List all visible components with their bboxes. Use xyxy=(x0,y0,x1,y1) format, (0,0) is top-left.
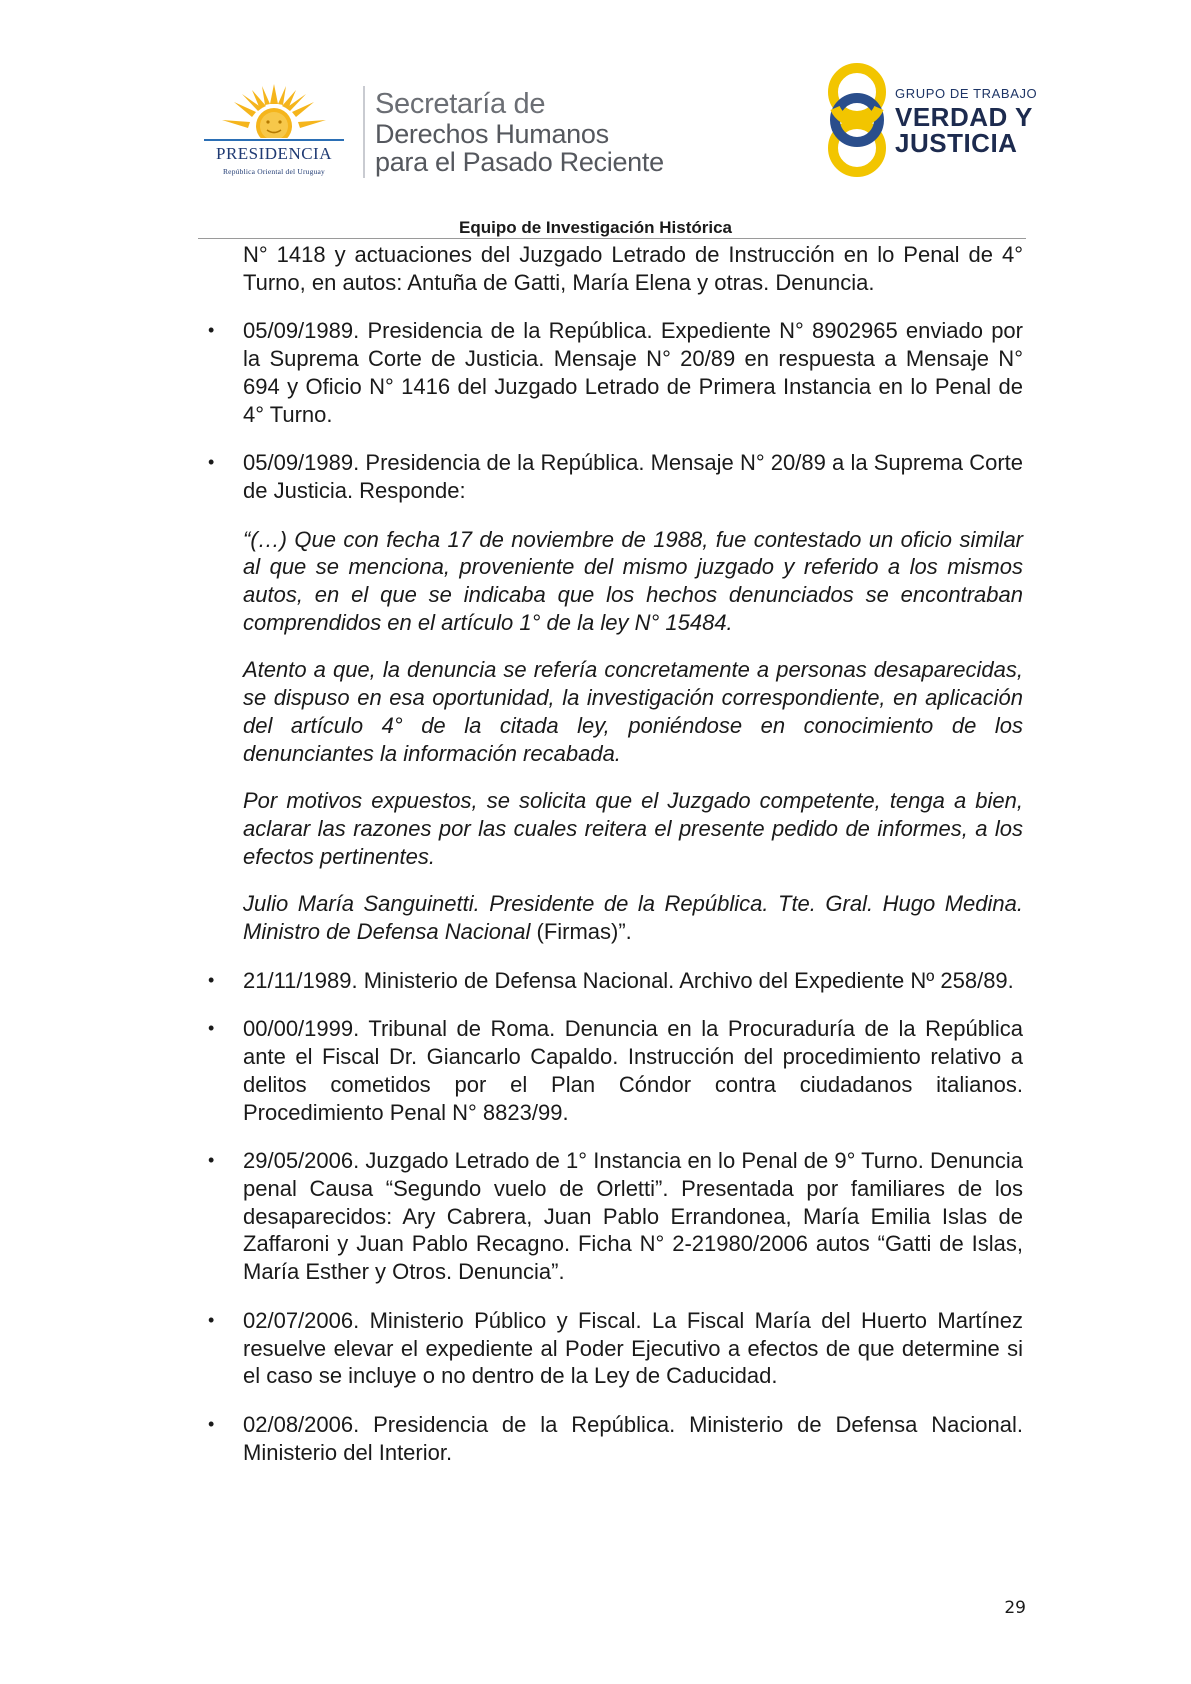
quote-signatures xyxy=(243,890,1023,945)
secretaria-line-3: para el Pasado Reciente xyxy=(375,147,664,177)
quoted-message xyxy=(243,526,1023,946)
list-item-text: 05/09/1989. Presidencia de la República. Expediente N° 8902965 enviado por la Suprema Corte de Justicia. Mensaje N° 20/89 en respuesta a Mensaje N° 694 y Oficio N° 1416 del Juzgado Letrado de Primera Instancia en lo Penal de 4° Turno. xyxy=(243,318,1023,427)
secretaria-line-1: Secretaría de xyxy=(375,88,546,120)
presidencia-wordmark: PRESIDENCIA xyxy=(215,144,332,163)
team-title: Equipo de Investigación Histórica xyxy=(459,218,732,237)
list-item-text: 05/09/1989. Presidencia de la República. Mensaje N° 20/89 a la Suprema Corte de Justicia. Responde: xyxy=(243,450,1023,503)
secretaria-line-2: Derechos Humanos xyxy=(375,119,609,149)
gtvj-line-3: JUSTICIA xyxy=(895,128,1018,158)
bullet-icon: • xyxy=(208,320,215,341)
list-item xyxy=(208,449,1023,946)
list-item xyxy=(208,317,1023,428)
page-number: 29 xyxy=(1004,1598,1026,1618)
presidencia-subtitle: República Oriental del Uruguay xyxy=(222,167,325,176)
list-item xyxy=(208,1307,1023,1390)
bullet-icon: • xyxy=(208,969,215,990)
bullet-icon: • xyxy=(208,452,215,473)
list-item xyxy=(208,1015,1023,1126)
gtvj-wordmark xyxy=(895,86,1037,156)
list-item-text: 02/07/2006. Ministerio Público y Fiscal. La Fiscal María del Huerto Martínez resuelve elevar el expediente al Poder Ejecutivo a efectos de que determine si el caso se incluye o no dentro de la Ley de Caducidad. xyxy=(243,1307,1023,1389)
quote-paragraph-3: Por motivos expuestos, se solicita que el Juzgado competente, tenga a bien, aclarar las razones por las cuales reitera el presente pedido de informes, a los efectos pertinentes. xyxy=(243,788,1023,869)
quote-paragraph-1: “(…) Que con fecha 17 de noviembre de 1988, fue contestado un oficio similar al que se menciona, proveniente del mismo juzgado y referido a los mismos autos, en el que se indicaba que los hechos denunciados se encontraban comprendidos en el artículo 1° de la ley N° 15484. xyxy=(243,526,1023,635)
gtvj-line-2: VERDAD Y xyxy=(895,102,1033,132)
quote-signatures-italic: Julio María Sanguinetti. Presidente de la República. Tte. Gral. Hugo Medina. Ministro de Defensa Nacional xyxy=(243,891,1023,945)
quote-signatures-normal: (Firmas)”. xyxy=(530,919,632,945)
list-item xyxy=(208,1147,1023,1286)
list-item-text: 00/00/1999. Tribunal de Roma. Denuncia en la Procuraduría de la República ante el Fiscal Dr. Giancarlo Capaldo. Instrucción del procedimiento relativo a delitos cometidos por el Plan Cóndor contra ciudadanos italianos. Procedimiento Penal N° 8823/99. xyxy=(243,1016,1023,1125)
document-body xyxy=(208,241,1023,1487)
bullet-icon: • xyxy=(208,1309,215,1330)
header-rule xyxy=(198,238,1026,239)
list-item-text: 29/05/2006. Juzgado Letrado de 1° Instancia en lo Penal de 9° Turno. Denuncia penal Causa “Segundo vuelo de Orletti”. Presentada por familiares de los desaparecidos: Ary Cabrera, Juan Pablo Errandonea, María Emilia Islas de Zaffaroni y Juan Pablo Recagno. Ficha N° 2-21980/2006 autos “Gatti de Islas, María Esther y Otros. Denuncia”. xyxy=(243,1148,1023,1285)
continuation-paragraph: N° 1418 y actuaciones del Juzgado Letrado de Instrucción en lo Penal de 4° Turno, en autos: Antuña de Gatti, María Elena y otras. Denuncia. xyxy=(243,242,1023,295)
presidencia-logo xyxy=(196,82,352,186)
list-item-text: 21/11/1989. Ministerio de Defensa Nacional. Archivo del Expediente Nº 258/89. xyxy=(243,967,1014,993)
bullet-icon: • xyxy=(208,1413,215,1434)
header-logo-divider xyxy=(363,86,365,178)
bullet-icon: • xyxy=(208,1150,215,1171)
list-item xyxy=(208,967,1023,995)
list-item xyxy=(208,1411,1023,1466)
sun-icon xyxy=(196,82,352,146)
list-item-text: 02/08/2006. Presidencia de la República. Ministerio de Defensa Nacional. Ministerio del Interior. xyxy=(243,1411,1023,1465)
bullet-icon: • xyxy=(208,1018,215,1039)
gtvj-line-1: GRUPO DE TRABAJO xyxy=(895,86,1038,101)
secretaria-wordmark xyxy=(375,88,664,176)
quote-paragraph-2: Atento a que, la denuncia se refería concretamente a personas desaparecidas, se dispuso en esa oportunidad, la investigación correspondiente, en aplicación del artículo 4° de la citada ley, poniéndose en conocimiento de los denunciantes la información recabada. xyxy=(243,657,1023,766)
